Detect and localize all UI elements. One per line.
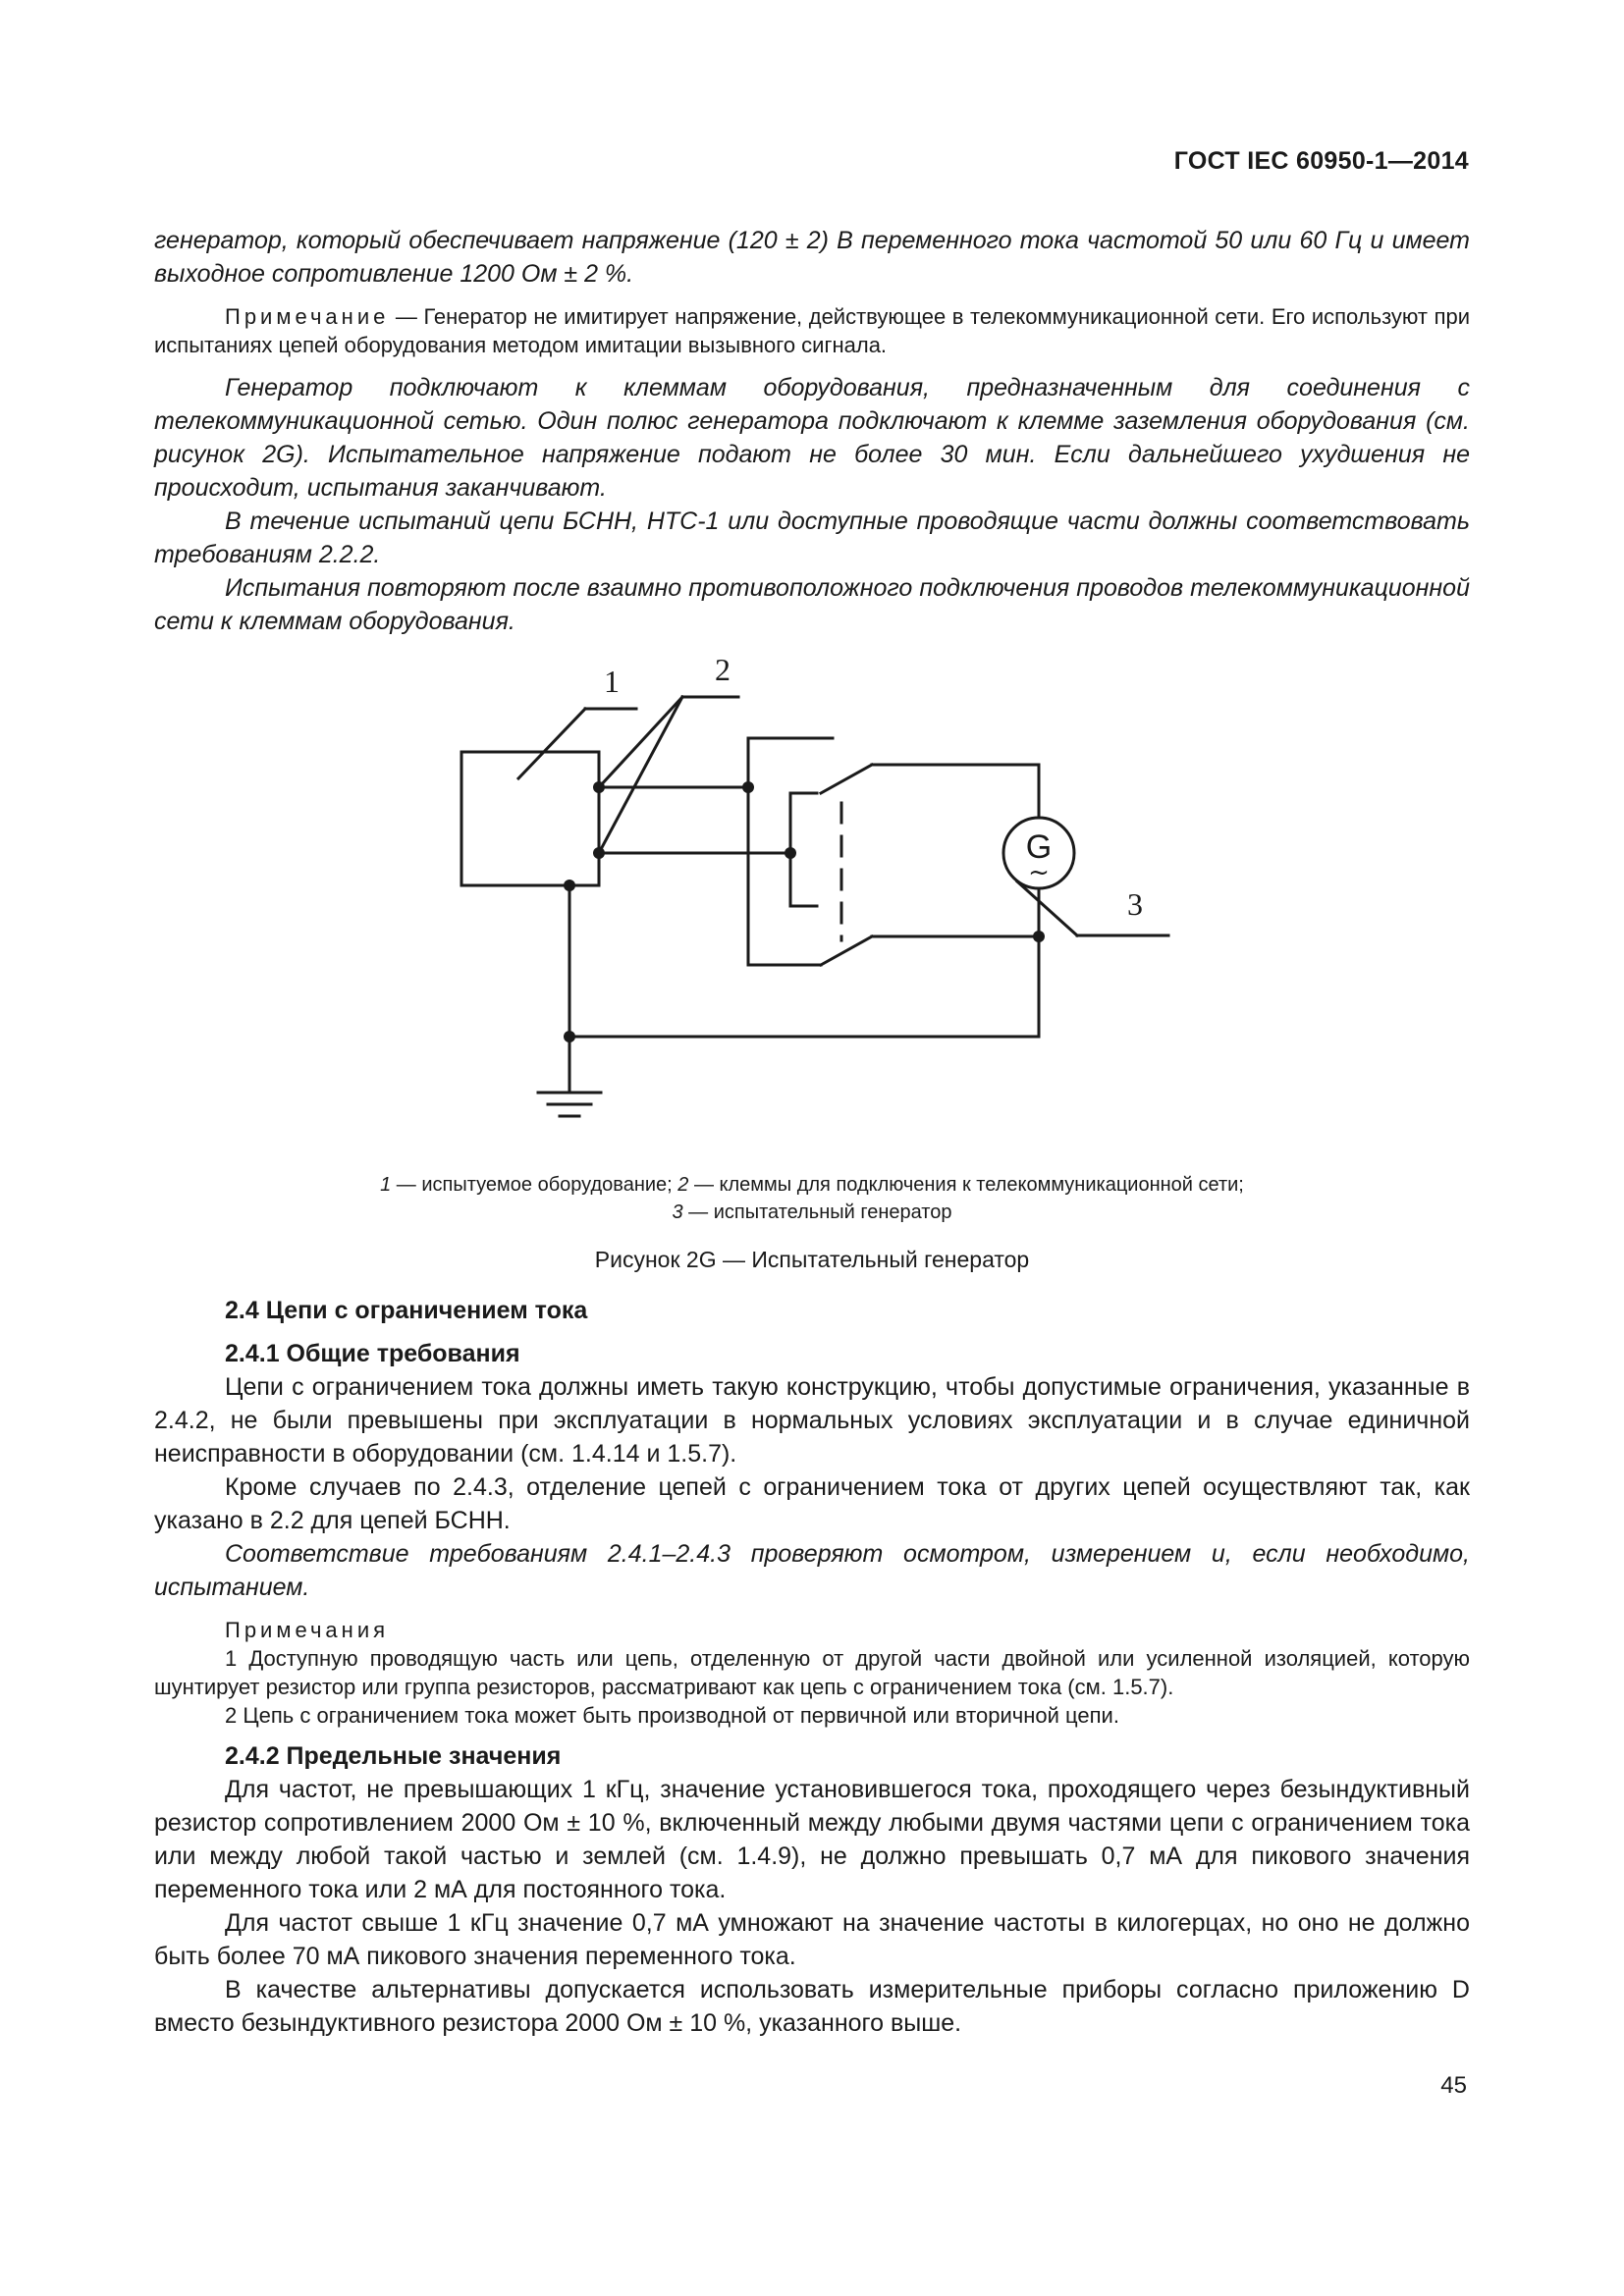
note-2: 2 Цепь с ограничением тока может быть производной от первичной или вторичной цепи. xyxy=(225,1703,1119,1728)
switch-blade-top xyxy=(821,765,872,793)
notes-label: Примечания xyxy=(225,1618,390,1642)
junction-dot xyxy=(564,880,575,891)
wire-right-loop xyxy=(569,765,1039,1037)
paragraph-2-4-1-compliance: Соответствие требованиям 2.4.1–2.4.3 проверяют осмотром, измерением и, если необходимо, испытанием. xyxy=(154,1540,1470,1601)
paragraph-2-4-2-limits: Для частот, не превышающих 1 кГц, значение установившегося тока, проходящего через безындуктивный резистор сопротивлением 2000 Ом ± 10 %, включенный между любыми двумя частями цепи с ограничением тока или между любой такой частью и землей (см. 1.4.9), не должно превышать 0,7 мА для пикового значения переменного тока или 2 мА для постоянного тока. xyxy=(154,1776,1470,1903)
junction-dot xyxy=(785,847,796,859)
legend-text-1: — испытуемое оборудование; xyxy=(391,1174,678,1196)
junction-dot xyxy=(593,847,605,859)
figure-caption: Рисунок 2G — Испытательный генератор xyxy=(594,1247,1030,1272)
intro-block xyxy=(154,224,1470,638)
junction-dot xyxy=(593,781,605,793)
note-1: 1 Доступную проводящую часть или цепь, отделенную от другой части двойной или усиленной изоляцией, которую шунтирует резистор или группа резисторов, рассматривают как цепь с ограничением тока (см. 1.5.7). xyxy=(154,1646,1470,1699)
figure-legend-block xyxy=(154,1171,1470,1274)
circuit-diagram xyxy=(412,648,1198,1139)
leader-line-1 xyxy=(518,709,585,778)
label-3: 3 xyxy=(1127,886,1143,922)
note-text: — Генератор не имитирует напряжение, действующее в телекоммуникационной сети. Его используют при испытаниях цепей оборудования методом имитации вызывного сигнала. xyxy=(154,304,1470,357)
legend-text-2: — клеммы для подключения к телекоммуникационной сети; xyxy=(688,1174,1244,1196)
paragraph-2-4-2-high-freq: Для частот свыше 1 кГц значение 0,7 мА умножают на значение частоты в килогерцах, но оно не должно быть более 70 мА пикового значения переменного тока. xyxy=(154,1909,1470,1970)
note-label: Примечание xyxy=(225,304,390,329)
section-heading-2-4: 2.4 Цепи с ограничением тока xyxy=(225,1297,588,1324)
equipment-box xyxy=(461,752,599,885)
legend-num-2: 2 xyxy=(677,1174,689,1196)
paragraph-connection: Генератор подключают к клеммам оборудования, предназначенным для соединения с телекоммуникационной сетью. Один полюс генератора подключают к клемме заземления оборудования (см. рисунок 2G). Испытательное напряжение подают не более 30 мин. Если дальнейшего ухудшения не происходит, испытания заканчивают. xyxy=(154,374,1470,502)
figure-legend-line-1 xyxy=(154,1171,1470,1199)
label-1: 1 xyxy=(604,664,620,699)
paragraph-2-4-1-separation: Кроме случаев по 2.4.3, отделение цепей с ограничением тока от других цепей осуществляют так, как указано в 2.2 для цепей БСНН. xyxy=(154,1473,1470,1534)
generator-letter: G xyxy=(1025,828,1053,866)
subsection-heading-2-4-2: 2.4.2 Предельные значения xyxy=(225,1742,562,1770)
section-2-4 xyxy=(154,1294,1470,2040)
paragraph-requirements: В течение испытаний цепи БСНН, НТС-1 или доступные проводящие части должны соответствовать требованиям 2.2.2. xyxy=(154,507,1470,568)
document-id-header: ГОСТ IEC 60950-1—2014 xyxy=(1173,147,1469,175)
leader-line-3 xyxy=(1017,881,1077,935)
label-2: 2 xyxy=(715,652,731,687)
generator-ac-symbol: ~ xyxy=(1028,858,1050,887)
legend-num-1: 1 xyxy=(380,1174,392,1196)
paragraph-2-4-1-design: Цепи с ограничением тока должны иметь такую конструкцию, чтобы допустимые ограничения, указанные в 2.4.2, не были превышены при эксплуатации в нормальных условиях эксплуатации и в случае единичной неисправности в оборудовании (см. 1.4.14 и 1.5.7). xyxy=(154,1373,1470,1468)
paragraph-2-4-2-alternative: В качестве альтернативы допускается использовать измерительные приборы согласно приложению D вместо безындуктивного резистора 2000 Ом ± 10 %, указанного выше. xyxy=(154,1976,1470,2037)
legend-num-3: 3 xyxy=(672,1201,683,1223)
note-generator xyxy=(154,302,1470,359)
junction-dot xyxy=(1033,931,1045,942)
paragraph-generator-spec: генератор, который обеспечивает напряжение (120 ± 2) В переменного тока частотой 50 или 60 Гц и имеет выходное сопротивление 1200 Ом ± 2 %. xyxy=(154,227,1470,288)
figure-legend-line-2 xyxy=(154,1199,1470,1226)
switch-blade-bottom xyxy=(821,936,872,965)
page-number: 45 xyxy=(1440,2072,1467,2099)
subsection-heading-2-4-1: 2.4.1 Общие требования xyxy=(225,1340,520,1367)
junction-dot xyxy=(564,1031,575,1042)
paragraph-repeat: Испытания повторяют после взаимно противоположного подключения проводов телекоммуникационной сети к клеммам оборудования. xyxy=(154,574,1470,635)
legend-text-3: — испытательный генератор xyxy=(682,1201,952,1223)
junction-dot xyxy=(742,781,754,793)
